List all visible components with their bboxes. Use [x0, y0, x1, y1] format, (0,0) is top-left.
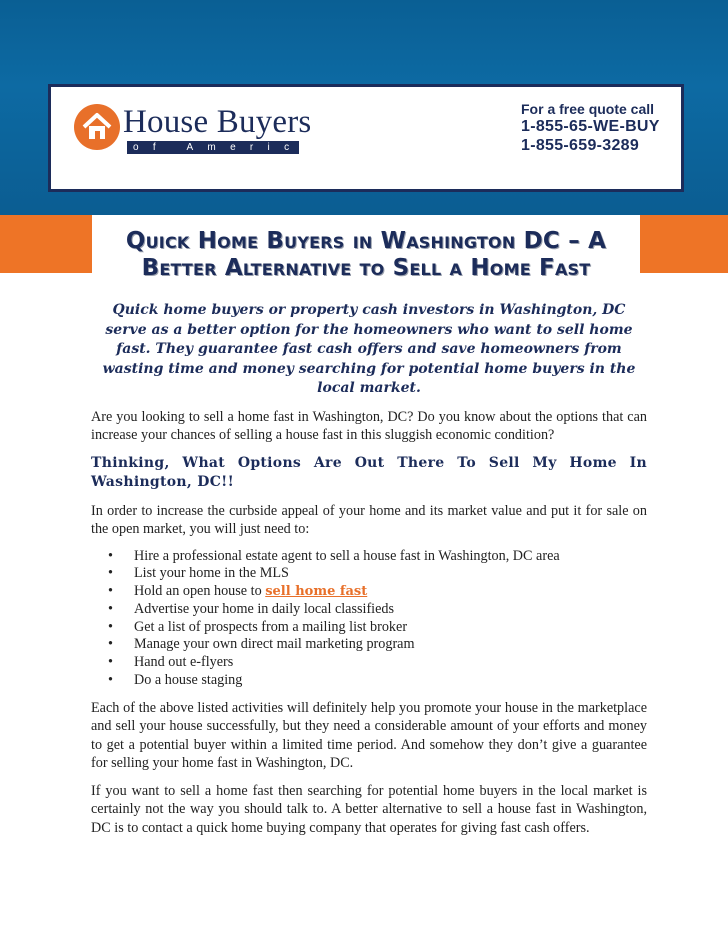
house-icon [74, 104, 120, 150]
paragraph-3: Each of the above listed activities will definitely help you promote your house in the marketplace and sell your house successfully, but they need a considerable amount of your efforts and money to get a potential buyer within a limited time period. And somehow they don’t give a guarantee for selling your home fast in Washington, DC. [91, 699, 647, 772]
phone-number-words: 1-855-65-WE-BUY [521, 118, 660, 135]
list-item: • Manage your own direct mail marketing program [108, 636, 647, 654]
list-item: • Do a house staging [108, 672, 647, 690]
phone-number-digits: 1-855-659-3289 [521, 137, 640, 154]
list-item: • Advertise your home in daily local classifieds [108, 601, 647, 619]
quote-label: For a free quote call [521, 101, 655, 117]
section-heading: Thinking, What Options Are Out There To Sell My Home In Washington, DC!! [91, 454, 647, 490]
list-item: • Hand out e-flyers [108, 654, 647, 672]
paragraph-4: If you want to sell a home fast then searching for potential home buyers in the local market is certainly not the way you should talk to. A better alternative to sell a house fast in Washington, DC is to contact a quick home buying company that operates for giving fast cash offers. [91, 782, 647, 836]
orange-accent-right [640, 215, 728, 273]
article-body [91, 301, 647, 846]
logo-text: House Buyers [123, 104, 312, 140]
paragraph-2: In order to increase the curbside appeal of your home and its market value and put it for sale on the open market, you will just need to: [91, 502, 647, 537]
list-item: • Hire a professional estate agent to sell a house fast in Washington, DC area [108, 548, 647, 566]
paragraph-1: Are you looking to sell a home fast in Washington, DC? Do you know about the options that can increase your chances of selling a house fast in this sluggish economic condition? [91, 408, 647, 443]
options-list [91, 548, 647, 690]
logo-subtext: of America™ [127, 141, 299, 154]
list-item: • Get a list of prospects from a mailing list broker [108, 619, 647, 637]
quote-contact [521, 101, 660, 155]
sell-home-fast-link[interactable]: sell home fast [265, 584, 368, 600]
orange-accent-left [0, 215, 92, 273]
company-banner [48, 84, 684, 192]
page-title: Quick Home Buyers in Washington DC – A Better Alternative to Sell a Home Fast [125, 228, 607, 281]
intro-summary: Quick home buyers or property cash investors in Washington, DC serve as a better option for the homeowners who want to sell home fast. They guarantee fast cash offers and save homeowners from wasting time and money searching for potential home buyers in the local market. [102, 302, 636, 396]
list-item: • List your home in the MLS [108, 565, 647, 583]
list-item: • Hold an open house to sell home fast [108, 583, 647, 601]
trademark-mark: TM [323, 144, 331, 150]
